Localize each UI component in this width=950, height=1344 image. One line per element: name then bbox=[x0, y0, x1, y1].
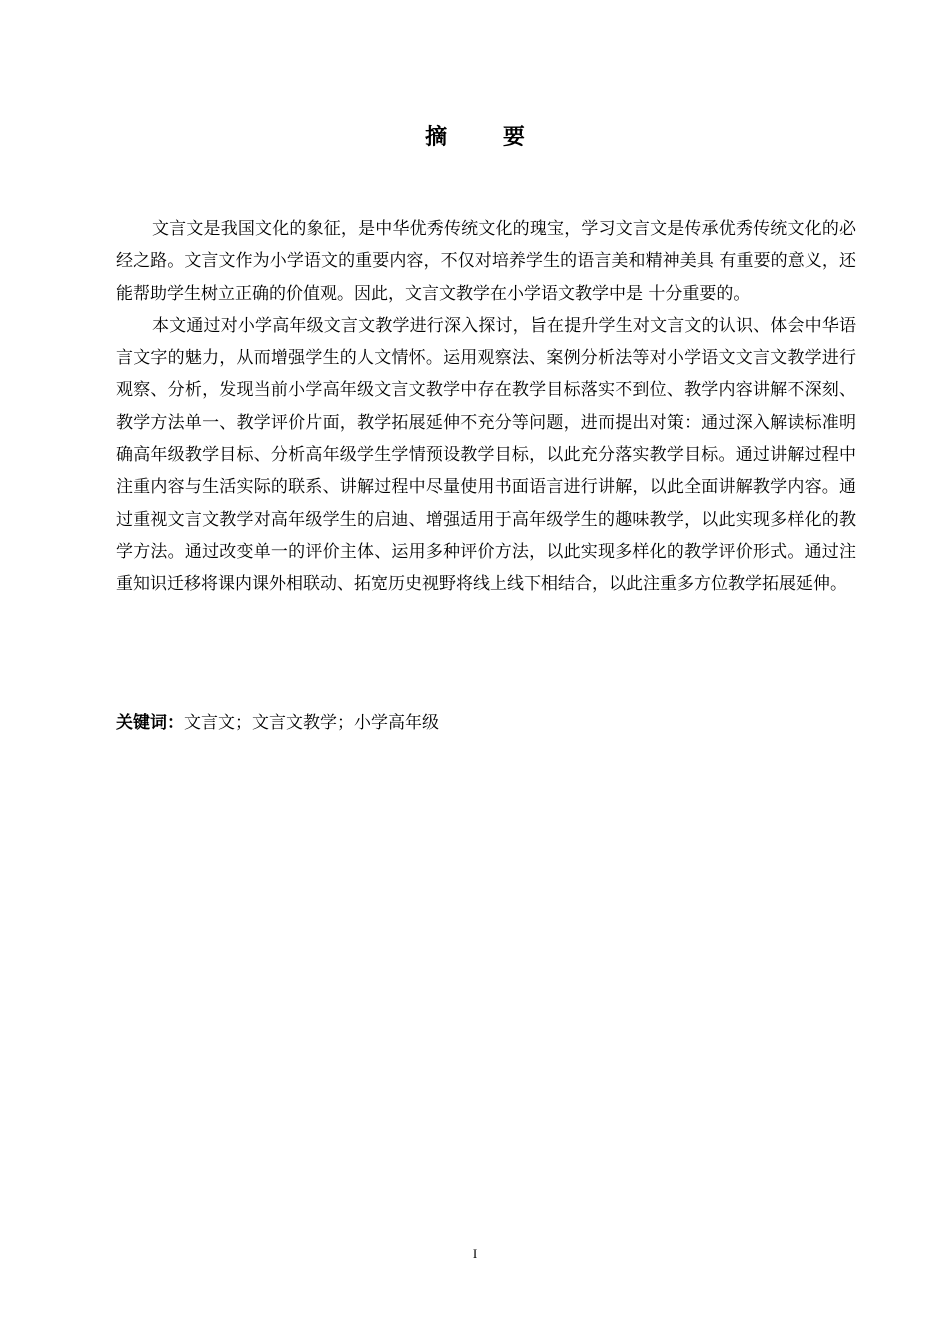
page-number: I bbox=[472, 1246, 478, 1261]
keywords-line bbox=[116, 707, 856, 739]
abstract-paragraph-2: 本文通过对小学高年级文言文教学进行深入探讨，旨在提升学生对文言文的认识、体会中华语言文字的魅力，从而增强学生的人文情怀。运用观察法、案例分析法等对小学语文文言文教学进行观察、分析，发现当前小学高年级文言文教学中存在教学目标落实不到位、教学内容讲解不深刻、教学方法单一、教学评价片面，教学拓展延伸不充分等问题，进而提出对策：通过深入解读标准明确高年级教学目标、分析高年级学生学情预设教学目标，以此充分落实教学目标。通过讲解过程中注重内容与生活实际的联系、讲解过程中尽量使用书面语言进行讲解，以此全面讲解教学内容。通过重视文言文教学对高年级学生的启迪、增强适用于高年级学生的趣味教学，以此实现多样化的教学方法。通过改变单一的评价主体、运用多种评价方法，以此实现多样化的教学评价形式。通过注重知识迁移将课内课外相联动、拓宽历史视野将线上线下相结合，以此注重多方位教学拓展延伸。 bbox=[116, 315, 856, 595]
abstract-paragraph-1: 文言文是我国文化的象征，是中华优秀传统文化的瑰宝，学习文言文是传承优秀传统文化的必经之路。文言文作为小学语文的重要内容，不仅对培养学生的语言美和精神美具 有重要的意义，还能帮助学生树立正确的价值观。因此，文言文教学在小学语文教学中是 十分重要的。 bbox=[116, 219, 856, 304]
abstract-title: 摘 要 bbox=[425, 125, 549, 150]
keywords-value: 文言文；文言文教学；小学高年级 bbox=[184, 713, 439, 733]
keywords-label: 关键词： bbox=[116, 713, 184, 733]
abstract-body bbox=[116, 213, 856, 601]
